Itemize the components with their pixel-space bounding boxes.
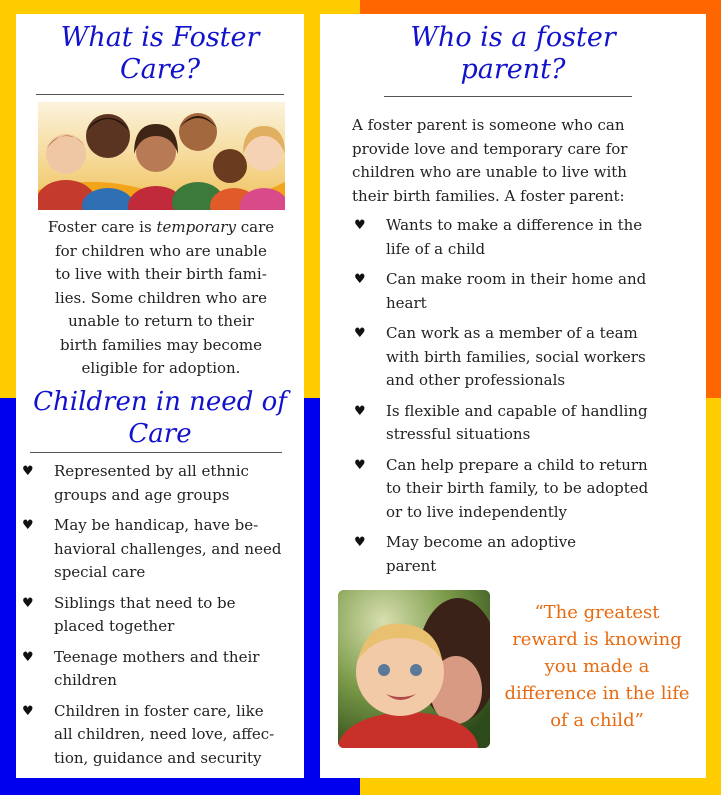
item-line: Can help prepare a child to return <box>386 455 648 474</box>
description-line: to live with their birth fami- <box>55 265 267 283</box>
intro-line: children who are unable to live with <box>352 163 627 181</box>
heading-line: Care <box>128 419 192 449</box>
list-item <box>22 460 302 507</box>
heading-divider <box>36 94 284 95</box>
list-item <box>22 514 302 585</box>
item-line: and other professionals <box>386 371 566 389</box>
item-line: Teenage mothers and their <box>54 647 260 666</box>
item-line: stressful situations <box>386 425 531 443</box>
heart-bullet-icon: ♥ <box>354 326 366 341</box>
item-line: Siblings that need to be <box>54 593 236 612</box>
intro-emphasis: temporary <box>156 218 236 236</box>
children-needs-list <box>22 460 302 770</box>
list-item <box>354 531 702 578</box>
item-line: life of a child <box>386 239 486 258</box>
heading-line: parent? <box>460 54 566 85</box>
description-line: unable to return to their <box>68 312 254 330</box>
description-line: lies. Some children who are <box>55 288 267 307</box>
right-panel <box>320 14 706 778</box>
item-line: Is flexible and capable of handling <box>386 401 648 420</box>
quote-line: of a child” <box>550 710 644 731</box>
heading-divider <box>30 452 282 453</box>
quote-line: you made a <box>544 656 650 677</box>
list-item <box>22 592 302 639</box>
item-line: havioral challenges, and need <box>54 539 282 558</box>
item-line: placed together <box>54 617 175 635</box>
who-is-foster-parent-heading <box>320 22 706 86</box>
foster-parent-traits-list <box>354 214 702 578</box>
heading-line: Who is a foster <box>410 22 616 53</box>
list-item <box>354 214 702 261</box>
list-item <box>354 322 702 393</box>
list-item <box>354 400 702 447</box>
item-line: or to live independently <box>386 502 568 521</box>
heading-divider <box>384 96 632 97</box>
quote-line: “The greatest <box>534 602 660 623</box>
heart-bullet-icon: ♥ <box>354 535 366 550</box>
testimonial-quote <box>496 599 698 734</box>
heading-line: Children in need of <box>33 387 287 417</box>
item-line: Wants to make a difference in the <box>386 216 643 234</box>
foster-parent-intro <box>352 114 702 208</box>
item-line: heart <box>386 293 427 312</box>
list-item <box>22 646 302 693</box>
item-line: May become an adoptive <box>386 533 577 551</box>
description-line: eligible for adoption. <box>81 359 241 377</box>
list-item <box>354 454 702 525</box>
heart-bullet-icon: ♥ <box>22 649 34 665</box>
item-line: Children in foster care, like <box>54 701 264 720</box>
heading-line: Care? <box>119 54 201 85</box>
intro-line: A foster parent is someone who can <box>352 116 625 134</box>
description-line: birth families may become <box>60 335 262 354</box>
item-line: children <box>54 671 117 689</box>
mother-and-baby-photo <box>338 590 490 748</box>
intro-line: their birth families. A foster parent: <box>352 186 625 205</box>
what-is-foster-care-heading <box>16 22 304 86</box>
list-item <box>354 268 702 315</box>
foster-care-description <box>30 216 292 381</box>
item-line: tion, guidance and security <box>54 748 262 767</box>
list-item <box>22 700 302 771</box>
heart-bullet-icon: ♥ <box>22 464 34 479</box>
children-group-photo <box>38 102 285 210</box>
left-panel <box>16 14 304 778</box>
item-line: to their birth family, to be adopted <box>386 479 649 497</box>
heart-bullet-icon: ♥ <box>22 595 34 611</box>
heart-bullet-icon: ♥ <box>22 518 34 533</box>
item-line: groups and age groups <box>54 485 230 504</box>
heart-bullet-icon: ♥ <box>354 457 366 473</box>
item-line: parent <box>386 556 437 575</box>
item-line: May be handicap, have be- <box>54 516 259 534</box>
item-line: all children, need love, affec- <box>54 725 275 743</box>
quote-line: difference in the life <box>504 683 690 704</box>
children-in-need-heading <box>16 386 304 450</box>
item-line: Represented by all ethnic <box>54 462 249 480</box>
heart-bullet-icon: ♥ <box>354 403 366 419</box>
description-line-1: Foster care is temporary care <box>47 218 275 236</box>
description-line: for children who are unable <box>55 241 267 260</box>
heart-bullet-icon: ♥ <box>22 703 34 719</box>
heading-line: What is Foster <box>60 22 260 53</box>
quote-line: reward is knowing <box>512 629 682 650</box>
intro-before: Foster care is <box>47 218 157 236</box>
heart-bullet-icon: ♥ <box>354 218 366 233</box>
intro-line: provide love and temporary care for <box>352 139 628 158</box>
item-line: Can work as a member of a team <box>386 324 638 342</box>
item-line: with birth families, social workers <box>386 347 646 366</box>
item-line: special care <box>54 563 146 581</box>
heart-bullet-icon: ♥ <box>354 272 366 287</box>
item-line: Can make room in their home and <box>386 270 647 288</box>
